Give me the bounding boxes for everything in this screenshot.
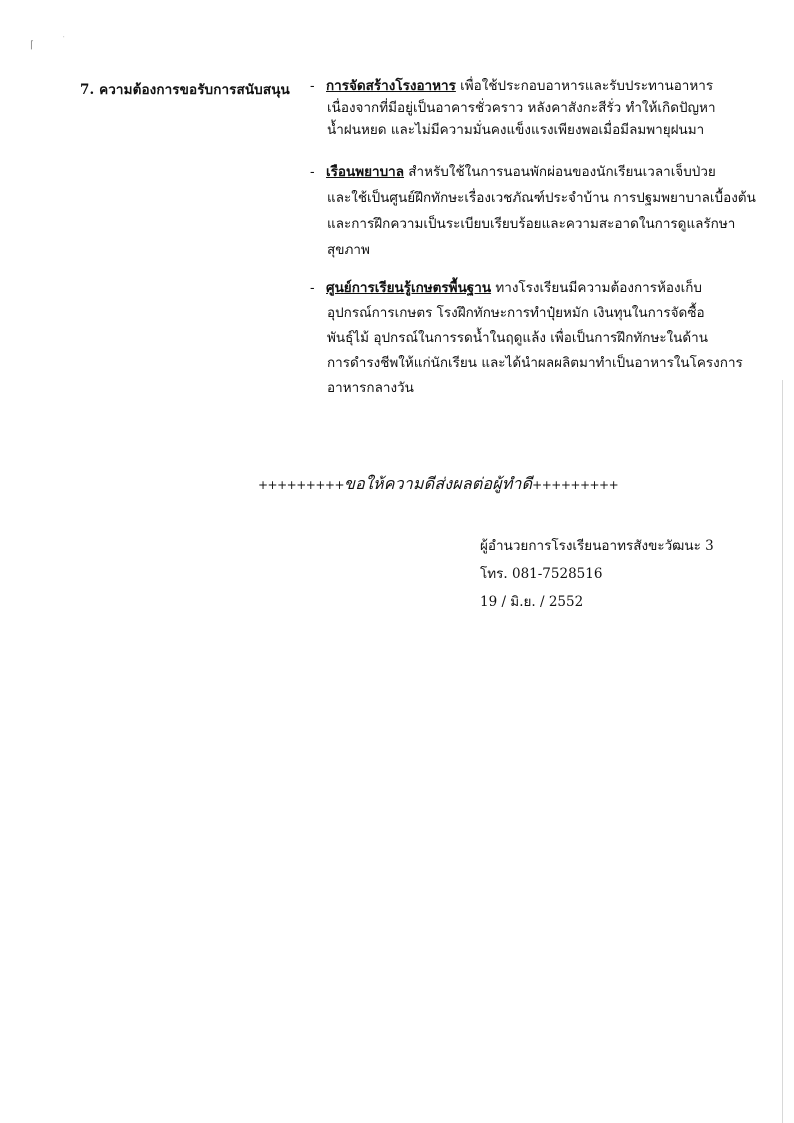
section-heading: 7. ความต้องการขอรับการสนับสนุน <box>80 82 290 98</box>
bullet-text: เพื่อใช้ประกอบอาหารและรับประทานอาหาร <box>455 78 714 94</box>
bullet-continuation-text: เนื่องจากที่มีอยู่เป็นอาคารชั่วคราว หลังคาสังกะสีรั่ว ทำให้เกิดปัญหา <box>327 100 716 116</box>
bullet-text: ทางโรงเรียนมีความต้องการห้องเก็บ <box>491 280 702 296</box>
bullet-continuation-text: พันธุ์ไม้ อุปกรณ์ในการรดน้ำในฤดูแล้ง เพื่อเป็นการฝึกทักษะในด้าน <box>327 330 708 346</box>
bullet-first-line <box>310 277 774 299</box>
decorative-plus-left: +++++++++ <box>258 478 344 492</box>
signer-position: ผู้อำนวยการโรงเรียนอาทรสังขะวัฒนะ 3 <box>480 538 714 554</box>
scan-edge-line <box>782 380 783 1123</box>
bullet-continuation-line <box>314 302 774 324</box>
bullet-continuation-line <box>314 327 774 349</box>
blessing-text: ขอให้ความดีส่งผลต่อผู้ทำดี <box>344 474 533 493</box>
bullet-continuation-text: สุขภาพ <box>327 242 370 258</box>
scan-mark: ⌈ <box>30 40 34 51</box>
bullet-dash: - <box>310 164 315 180</box>
bullet-continuation-text: อุปกรณ์การเกษตร โรงฝึกทักษะการทำปุ๋ยหมัก เงินทุนในการจัดซื้อ <box>327 305 705 321</box>
scan-mark: ˙ <box>62 36 66 44</box>
support-item-infirmary <box>310 161 774 261</box>
signature-date: 19 / มิ.ย. / 2552 <box>480 594 584 610</box>
bullet-title: การจัดสร้างโรงอาหาร <box>326 78 456 94</box>
bullet-first-text <box>326 161 716 183</box>
bullet-text: สำหรับใช้ในการนอนพักผ่อนของนักเรียนเวลาเจ็บป่วย <box>404 164 716 180</box>
support-item-agriculture-center <box>310 277 774 399</box>
bullet-continuation-line <box>314 213 774 235</box>
signer-phone: โทร. 081-7528516 <box>480 566 603 582</box>
bullet-continuation-text: และใช้เป็นศูนย์ฝึกทักษะเรื่องเวชภัณฑ์ประจำบ้าน การปฐมพยาบาลเบื้องต้น <box>327 190 756 206</box>
bullet-continuation-line <box>314 239 774 261</box>
bullet-continuation-line <box>314 97 774 119</box>
bullet-continuation-line <box>314 377 774 399</box>
bullet-continuation-line <box>314 352 774 374</box>
bullet-first-text <box>326 75 713 97</box>
bullet-continuation-line <box>314 119 774 141</box>
bullet-continuation-text: น้ำฝนหยด และไม่มีความมั่นคงแข็งแรงเพียงพอเมื่อมีลมพายุฝนมา <box>327 122 705 138</box>
bullet-continuation-text: อาหารกลางวัน <box>327 380 414 396</box>
support-item-cafeteria <box>310 75 774 141</box>
blessing-line <box>258 472 618 497</box>
bullet-first-line <box>310 161 774 183</box>
bullet-first-text <box>326 277 702 299</box>
bullet-continuation-line <box>314 187 774 209</box>
bullet-dash: - <box>310 78 315 94</box>
decorative-plus-right: +++++++++ <box>532 478 619 492</box>
bullet-title: ศูนย์การเรียนรู้เกษตรพื้นฐาน <box>326 280 492 296</box>
bullet-first-line <box>310 75 774 97</box>
bullet-title: เรือนพยาบาล <box>326 164 405 180</box>
bullet-dash: - <box>310 280 315 296</box>
bullet-continuation-text: และการฝึกความเป็นระเบียบเรียบร้อยและความสะอาดในการดูแลรักษา <box>327 216 736 232</box>
bullet-continuation-text: การดำรงชีพให้แก่นักเรียน และได้นำผลผลิตมาทำเป็นอาหารในโครงการ <box>327 355 743 371</box>
signature-block <box>480 532 714 616</box>
